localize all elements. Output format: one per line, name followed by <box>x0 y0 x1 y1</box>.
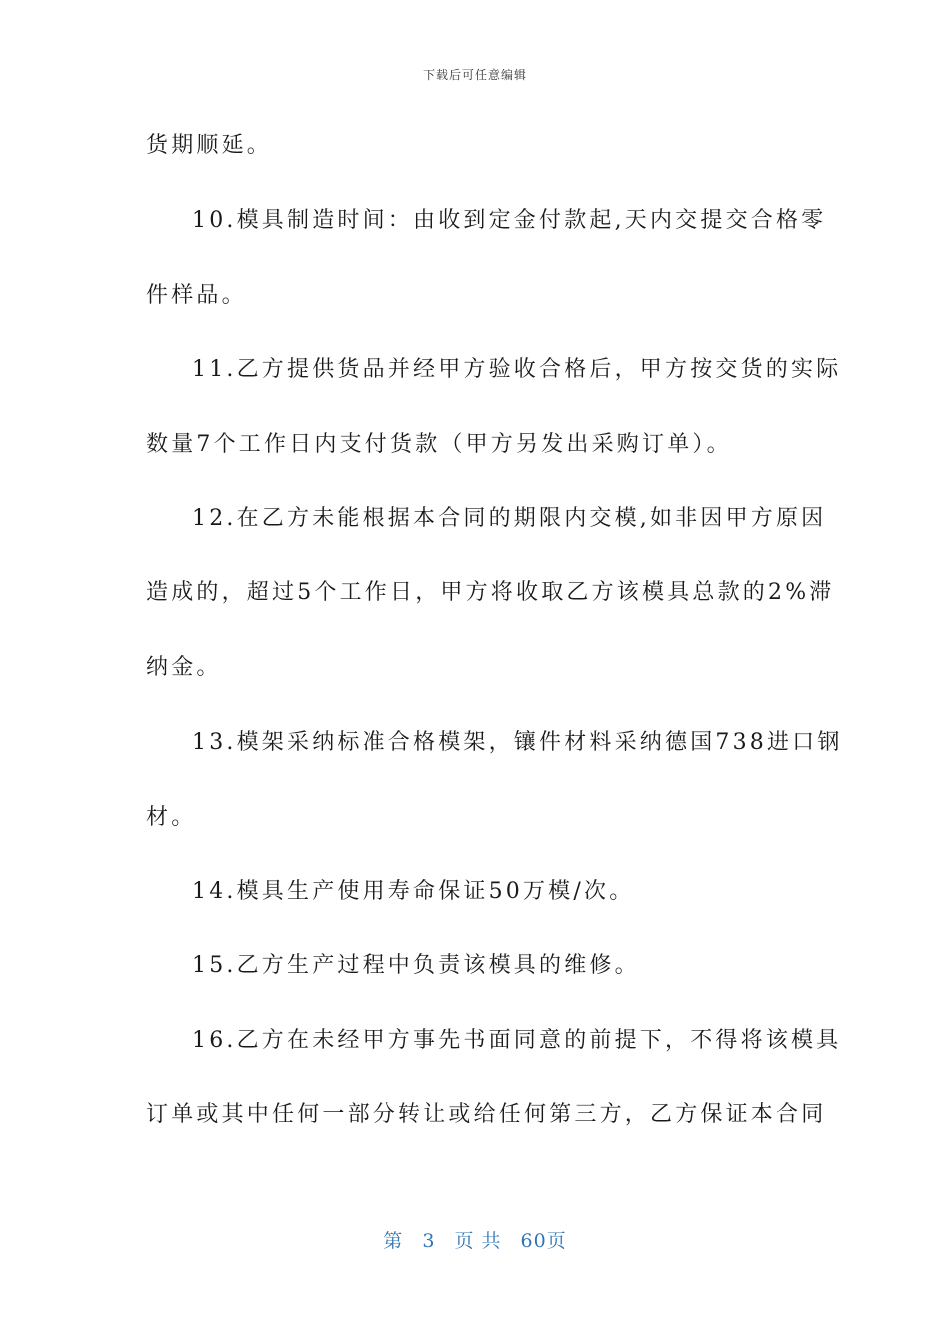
body-line: 16.乙方在未经甲方事先书面同意的前提下，不得将该模具 <box>192 1028 842 1053</box>
body-line: 15.乙方生产过程中负责该模具的维修。 <box>192 953 640 978</box>
body-line: 13.模架采纳标准合格模架，镶件材料采纳德国738进口钢 <box>192 730 843 755</box>
body-line: 12.在乙方未能根据本合同的期限内交模,如非因甲方原因 <box>192 506 827 531</box>
body-line: 订单或其中任何一部分转让或给任何第三方，乙方保证本合同 <box>146 1102 827 1127</box>
body-line: 14.模具生产使用寿命保证50万模/次。 <box>192 879 635 904</box>
body-line: 货期顺延。 <box>146 133 273 158</box>
page-header: 下载后可任意编辑 <box>422 68 527 82</box>
body-line: 10.模具制造时间：由收到定金付款起,天内交提交合格零 <box>192 208 827 233</box>
body-line: 数量7个工作日内支付货款（甲方另发出采购订单）。 <box>146 432 732 457</box>
page-footer <box>0 1226 950 1253</box>
page-prefix: 第 <box>383 1230 404 1252</box>
body-line: 件样品。 <box>146 283 247 308</box>
page-middle: 页 共 <box>454 1230 502 1252</box>
body-line: 11.乙方提供货品并经甲方验收合格后，甲方按交货的实际 <box>192 357 842 382</box>
total-pages: 60页 <box>520 1230 567 1252</box>
body-line: 纳金。 <box>146 655 222 680</box>
body-line: 材。 <box>146 805 197 830</box>
body-line: 造成的，超过5个工作日，甲方将收取乙方该模具总款的2%滞 <box>146 580 835 605</box>
page-number: 3 <box>422 1230 436 1252</box>
